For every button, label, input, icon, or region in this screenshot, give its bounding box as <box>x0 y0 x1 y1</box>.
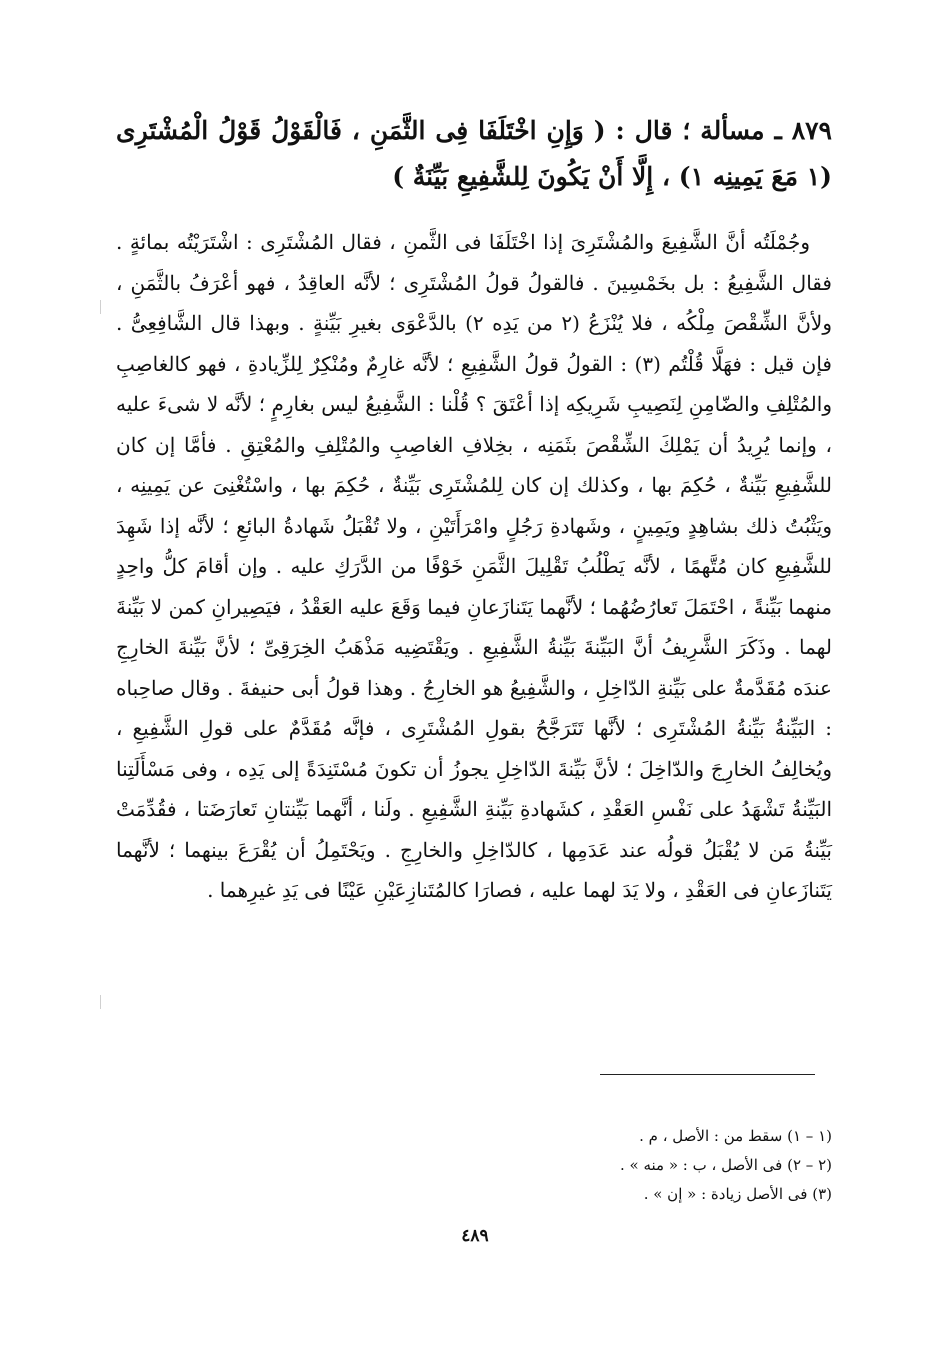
main-body <box>116 222 832 911</box>
issue-heading <box>116 108 832 200</box>
scan-mark <box>100 300 101 314</box>
footnote-divider <box>600 1074 815 1075</box>
page-number: ٤٨٩ <box>461 1226 489 1246</box>
body-paragraph: وجُمْلَتُه أنَّ الشَّفِيعَ والمُشْتَرِىَ إذا اخْتَلَفَا فى الثَّمنِ ، فقال المُشْتَرِى : اشْتَرَيْتُه بمائةٍ . فقال الشَّفِيعُ : بل بخَمْسِينَ . فالقولُ قولُ المُشْتَرِى ؛ لأنَّه العاقِدُ ، فهو أعْرَفُ بالثَّمَنِ ، ولأنَّ الشِّقْصَ مِلْكُه ، فلا يُنْزَعُ (٢ من يَدِه ٢) بالدَّعْوَى بغيرِ بَيِّنةٍ . وبهذا قال الشَّافِعِىُّ . فإن قيل : فهَلَّا قُلْتُم (٣) : القولُ قولُ الشَّفِيعِ ؛ لأنَّه غارِمٌ ومُنْكِرٌ لِلزِّيادةِ ، فهو كالغاصِبِ والمُتْلِفِ والضّامِنِ لِنَصِيبِ شَرِيكِه إذا أعْتَقَ ؟ قُلْنا : الشَّفِيعُ ليس بغارِمٍ ؛ لأنَّه لا شىءَ عليه ، وإنما يُرِيدُ أن يَمْلِكَ الشِّقْصَ بثَمَنِه ، بخِلافِ الغاصِبِ والمُتْلِفِ والمُعْتِقِ . فأمَّا إن كان للشَّفِيعِ بَيِّنةٌ ، حُكِمَ بها ، وكذلك إن كان لِلمُشْتَرِى بَيِّنةٌ ، حُكِمَ بها ، واسْتُغْنِىَ عن يَمِينِه ، ويَثْبُتُ ذلك بشاهِدٍ ويَمِينٍ ، وشَهادةِ رَجُلٍ وامْرَأَتَيْنِ ، ولا تُقْبَلُ شَهادةُ البائعِ ؛ لأنَّه إذا شَهِدَ للشَّفِيعِ كان مُتَّهمًا ، لأنَّه يَطْلُبُ تَقْلِيلَ الثَّمَنِ خَوْفًا من الدَّرَكِ عليه . وإن أقامَ كلُّ واحِدٍ منهما بَيِّنةً ، احْتَمَلَ تَعارُضُهُما ؛ لأنَّهما يَتَنازَعانِ فيما وَقَعَ عليه العَقْدُ ، فيَصِيرانِ كمن لا بَيِّنةَ لهما . وذَكَرَ الشَّرِيفُ أنَّ البَيِّنةَ بَيِّنةُ الشَّفِيعِ . ويَقْتَضِيه مَذْهَبُ الخِرَقِىِّ ؛ لأنَّ بَيِّنةَ الخارِجِ عندَه مُقَدَّمةٌ على بَيِّنةِ الدّاخِلِ ، والشَّفِيعُ هو الخارِجُ . وهذا قولُ أبى حنيفةَ . وقال صاحِباه : البَيِّنةُ بَيِّنةُ المُشْتَرِى ؛ لأنَّها تَتَرَجَّحُ بقولِ المُشْتَرِى ، فإنَّه مُقَدَّمٌ على قولِ الشَّفِيعِ ، ويُخالِفُ الخارِجَ والدّاخِلَ ؛ لأنَّ بَيِّنةَ الدّاخِلِ يجوزُ أن تكونَ مُسْتَنِدَةً إلى يَدِه ، وفى مَسْأَلَتِنا البَيِّنةُ تَشْهَدُ على نَفْسِ العَقْدِ ، كشَهادةِ بَيِّنةِ الشَّفِيعِ . ولَنا ، أنَّهما بَيِّنتانِ تَعارَضَتا ، فقُدِّمَتْ بَيِّنةُ مَن لا يُقْبَلُ قولُه عند عَدَمِها ، كالدّاخِلِ والخارِجِ . ويَحْتَمِلُ أن يُقْرَعَ بينهما ؛ لأنَّهما يَتَنازَعانِ فى العَقْدِ ، ولا يَدَ لهما عليه ، فصارَا كالمُتَنازِعَيْنِ عَيْنًا فى يَدِ غيرِهما . <box>116 230 832 902</box>
scan-mark <box>100 995 101 1009</box>
footnote-3: (٣) فى الأصل زيادة : « إن » . <box>643 1185 832 1203</box>
issue-heading-text: ـ مسألة ؛ قال : ( وَإِنِ اخْتَلَفَا فِى الثَّمَنِ ، فَالْقَوْلُ قَوْلُ الْمُشْتَرِى (١ مَعَ يَمِينِه ١) ، إِلَّا أَنْ يَكُونَ لِلشَّفِيعِ بَيِّنَةٌ ) <box>116 116 832 191</box>
footnote-2: (٢ – ٢) فى الأصل ، ب : « منه » . <box>619 1156 832 1174</box>
issue-number: ٨٧٩ <box>791 116 832 145</box>
footnotes <box>432 1122 832 1209</box>
footnote-1: (١ – ١) سقط من : الأصل ، م . <box>639 1127 832 1145</box>
